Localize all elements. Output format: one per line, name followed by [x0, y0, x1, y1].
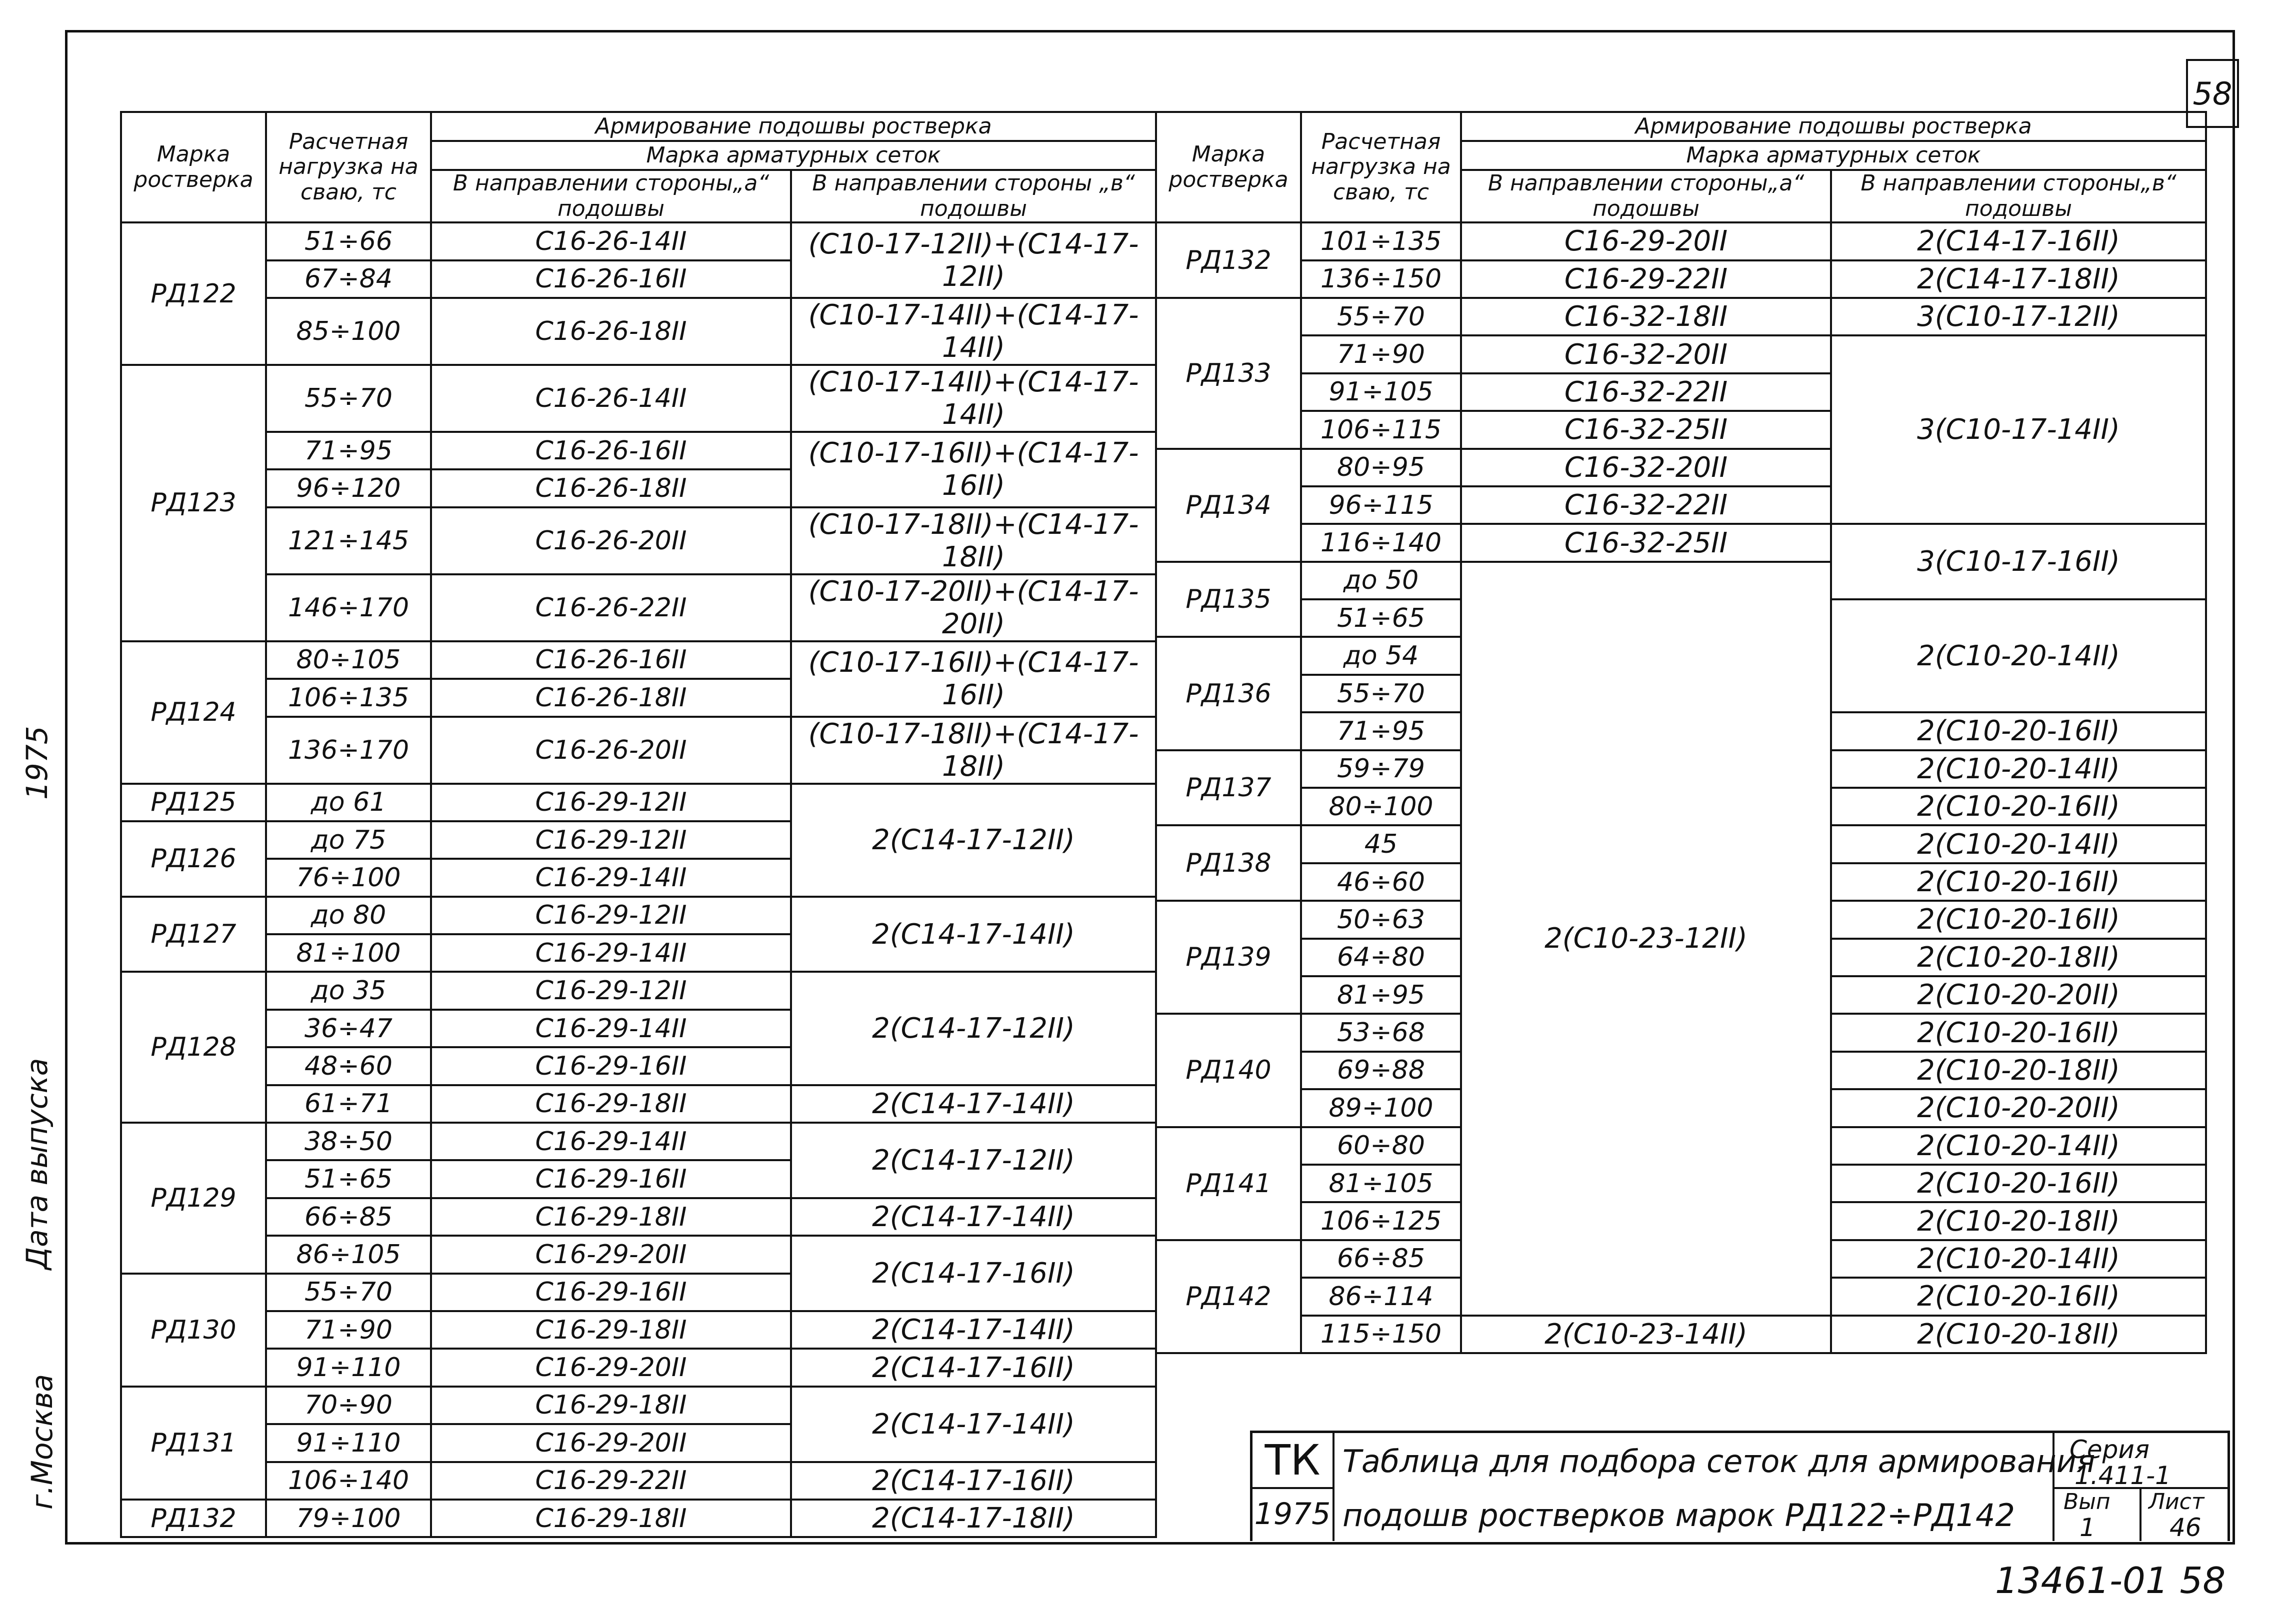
title-block-series [2052, 1433, 2230, 1541]
mesh-a-cell: С16-29-16II [431, 1047, 791, 1085]
title-block [1250, 1431, 2230, 1541]
header-reinforcement: Армирование подошвы ростверка [431, 112, 1156, 141]
mesh-b-cell: 3(С10-17-14II) [1831, 335, 2206, 524]
load-cell: 106÷135 [266, 679, 431, 716]
mesh-b-cell: 2(С14-17-16II) [791, 1349, 1156, 1386]
table-row [121, 432, 1156, 469]
mesh-b-cell: (С10-17-18II)+(С14-17-18II) [791, 507, 1156, 574]
right-mesh-table [1155, 111, 2207, 1354]
org-code: ТК [1252, 1433, 1334, 1489]
table-row [121, 1198, 1156, 1236]
mesh-b-cell: 2(С10-20-20II) [1831, 1089, 2206, 1127]
load-cell: 66÷85 [266, 1198, 431, 1236]
left-margin-notes [10, 650, 70, 1510]
load-cell: 136÷150 [1301, 260, 1461, 298]
mark-cell: РД134 [1156, 449, 1301, 562]
mesh-b-cell: 2(С14-17-16II) [791, 1462, 1156, 1500]
table-row [121, 298, 1156, 365]
mark-cell: РД136 [1156, 637, 1301, 750]
title-year: 1975 [1252, 1487, 1334, 1541]
load-cell: 36÷47 [266, 1010, 431, 1047]
table-row [121, 1236, 1156, 1273]
load-cell: 48÷60 [266, 1047, 431, 1085]
load-cell: 106÷115 [1301, 411, 1461, 448]
release-year: 1975 [20, 726, 54, 800]
header-direction-b: В направлении стороны „в“ подошвы [791, 170, 1156, 222]
load-cell: 86÷105 [266, 1236, 431, 1273]
mesh-a-cell: С16-26-20II [431, 507, 791, 574]
mesh-a-cell: С16-29-20II [431, 1349, 791, 1386]
page-number: 58 [2186, 59, 2239, 128]
table-row [121, 717, 1156, 784]
mesh-b-cell: (С10-17-18II)+(С14-17-18II) [791, 717, 1156, 784]
header-direction-b-right: В направлении стороны„в“ подошвы [1831, 170, 2206, 222]
header-mark: Марка ростверка [121, 112, 266, 222]
mesh-b-cell: (С10-17-20II)+(С14-17-20II) [791, 574, 1156, 641]
table-row [121, 1349, 1156, 1386]
table-row [121, 972, 1156, 1009]
load-cell: 38÷50 [266, 1123, 431, 1160]
mesh-a-cell: С16-29-18II [431, 1198, 791, 1236]
mark-cell: РД129 [121, 1123, 266, 1274]
load-cell: 71÷90 [266, 1311, 431, 1349]
load-cell: 51÷66 [266, 222, 431, 260]
load-cell: до 50 [1301, 562, 1461, 599]
mesh-a-cell: С16-32-22II [1461, 486, 1831, 524]
load-cell: 69÷88 [1301, 1052, 1461, 1089]
load-cell: 46÷60 [1301, 863, 1461, 901]
mesh-a-cell: С16-26-18II [431, 679, 791, 716]
mesh-b-cell: 2(С14-17-18II) [791, 1500, 1156, 1537]
mesh-a-cell: С16-26-22II [431, 574, 791, 641]
table-row [121, 897, 1156, 934]
load-cell: 51÷65 [1301, 599, 1461, 637]
mesh-b-cell: 2(С10-20-16II) [1831, 863, 2206, 901]
mark-cell: РД125 [121, 784, 266, 821]
table-row [121, 365, 1156, 432]
mesh-b-cell: 2(С10-20-14II) [1831, 1240, 2206, 1278]
load-cell: 76÷100 [266, 859, 431, 896]
mesh-b-cell: 2(С14-17-12II) [791, 784, 1156, 897]
location-note: г.Москва [25, 1374, 59, 1510]
load-cell: 71÷95 [266, 432, 431, 469]
mesh-a-cell: С16-29-20II [1461, 222, 1831, 260]
mesh-b-cell: 2(С10-20-16II) [1831, 712, 2206, 750]
load-cell: 55÷70 [266, 1274, 431, 1311]
load-cell: 121÷145 [266, 507, 431, 574]
load-cell: 64÷80 [1301, 939, 1461, 976]
mesh-a-cell: С16-26-16II [431, 260, 791, 298]
load-cell: 55÷70 [1301, 298, 1461, 335]
mesh-a-cell: С16-29-22II [431, 1462, 791, 1500]
load-cell: 80÷105 [266, 641, 431, 679]
mesh-b-cell: (С10-17-16II)+(С14-17-16II) [791, 432, 1156, 507]
mark-cell: РД135 [1156, 562, 1301, 637]
mesh-a-cell: С16-29-14II [431, 1010, 791, 1047]
load-cell: 55÷70 [266, 365, 431, 432]
load-cell: 116÷140 [1301, 524, 1461, 561]
mesh-b-cell: 2(С10-20-14II) [1831, 599, 2206, 712]
issue-value: 1 [2080, 1513, 2096, 1542]
mesh-a-cell: С16-26-18II [431, 298, 791, 365]
mesh-a-cell: С16-32-20II [1461, 335, 1831, 373]
load-cell: 81÷105 [1301, 1165, 1461, 1202]
mesh-a-cell: С16-29-12II [431, 784, 791, 821]
mesh-a-cell: С16-29-14II [431, 934, 791, 972]
mesh-b-cell: 2(С14-17-14II) [791, 1198, 1156, 1236]
mesh-a-cell: С16-26-18II [431, 469, 791, 507]
mark-cell: РД123 [121, 365, 266, 641]
mesh-a-cell: С16-32-25II [1461, 411, 1831, 448]
table-row [1156, 524, 2206, 561]
load-cell: 71÷95 [1301, 712, 1461, 750]
series-value: 1.411-1 [2074, 1461, 2171, 1490]
mesh-b-cell: (С10-17-12II)+(С14-17-12II) [791, 222, 1156, 298]
mesh-a-cell: С16-29-18II [431, 1387, 791, 1424]
mesh-b-cell: 3(С10-17-12II) [1831, 298, 2206, 335]
load-cell: до 80 [266, 897, 431, 934]
mesh-b-cell: 2(С10-20-18II) [1831, 939, 2206, 976]
mesh-b-cell: 2(С10-20-14II) [1831, 750, 2206, 788]
load-cell: 81÷95 [1301, 976, 1461, 1014]
table-row [1156, 335, 2206, 373]
mark-cell: РД141 [1156, 1127, 1301, 1240]
table-row [1156, 298, 2206, 335]
load-cell: 70÷90 [266, 1387, 431, 1424]
table-row [1156, 1316, 2206, 1353]
mesh-a-cell: С16-32-25II [1461, 524, 1831, 561]
header-mark-right: Марка ростверка [1156, 112, 1301, 222]
load-cell: 80÷95 [1301, 449, 1461, 486]
mark-cell: РД130 [121, 1274, 266, 1387]
mesh-b-cell: 2(С10-20-16II) [1831, 1165, 2206, 1202]
mark-cell: РД138 [1156, 825, 1301, 901]
mesh-b-cell: 2(С10-20-20II) [1831, 976, 2206, 1014]
mesh-b-cell: 3(С10-17-16II) [1831, 524, 2206, 599]
header-load-right: Расчетная нагрузка на сваю, тс [1301, 112, 1461, 222]
load-cell: 96÷115 [1301, 486, 1461, 524]
mesh-a-cell: С16-29-14II [431, 859, 791, 896]
load-cell: 67÷84 [266, 260, 431, 298]
table-row [121, 1500, 1156, 1537]
table-row [121, 784, 1156, 821]
mesh-b-cell: (С10-17-14II)+(С14-17-14II) [791, 365, 1156, 432]
mark-cell: РД122 [121, 222, 266, 365]
load-cell: 51÷65 [266, 1160, 431, 1198]
load-cell: 96÷120 [266, 469, 431, 507]
mark-cell: РД127 [121, 897, 266, 972]
header-mesh-mark: Марка арматурных сеток [431, 141, 1156, 170]
load-cell: до 54 [1301, 637, 1461, 674]
left-table-body [121, 222, 1156, 1537]
load-cell: 115÷150 [1301, 1316, 1461, 1353]
mesh-a-cell: С16-29-20II [431, 1236, 791, 1273]
load-cell: 106÷125 [1301, 1202, 1461, 1240]
mark-cell: РД128 [121, 972, 266, 1123]
mesh-b-cell: 2(С10-20-16II) [1831, 901, 2206, 938]
mesh-b-cell: 2(С14-17-12II) [791, 972, 1156, 1085]
load-cell: 80÷100 [1301, 788, 1461, 825]
mesh-b-cell: 2(С14-17-16II) [1831, 222, 2206, 260]
load-cell: 101÷135 [1301, 222, 1461, 260]
mark-cell: РД139 [1156, 901, 1301, 1014]
mesh-a-cell: С16-26-16II [431, 641, 791, 679]
mesh-a-cell: С16-29-12II [431, 972, 791, 1009]
mesh-a-cell: С16-32-18II [1461, 298, 1831, 335]
mesh-a-cell: 2(С10-23-12II) [1461, 562, 1831, 1316]
load-cell: 71÷90 [1301, 335, 1461, 373]
mesh-b-cell: 2(С10-20-16II) [1831, 1014, 2206, 1051]
table-row [121, 574, 1156, 641]
mark-cell: РД133 [1156, 298, 1301, 449]
header-load: Расчетная нагрузка на сваю, тс [266, 112, 431, 222]
issue-label: Вып [2064, 1489, 2110, 1515]
archive-stamp: 13461-01 58 [1995, 1560, 2226, 1602]
left-mesh-table [120, 111, 1157, 1538]
mark-cell: РД142 [1156, 1240, 1301, 1353]
mesh-a-cell: С16-26-14II [431, 222, 791, 260]
mesh-b-cell: 2(С14-17-14II) [791, 1311, 1156, 1349]
mark-cell: РД140 [1156, 1014, 1301, 1127]
mesh-b-cell: (С10-17-16II)+(С14-17-16II) [791, 641, 1156, 717]
mesh-a-cell: С16-29-16II [431, 1160, 791, 1198]
mesh-b-cell: 2(С10-20-18II) [1831, 1202, 2206, 1240]
load-cell: до 35 [266, 972, 431, 1009]
mesh-a-cell: С16-32-20II [1461, 449, 1831, 486]
load-cell: 91÷110 [266, 1349, 431, 1386]
mesh-a-cell: С16-32-22II [1461, 373, 1831, 411]
load-cell: 45 [1301, 825, 1461, 863]
table-row [121, 1311, 1156, 1349]
mesh-a-cell: С16-29-18II [431, 1500, 791, 1537]
sheet-label: Лист [2148, 1489, 2204, 1515]
load-cell: 66÷85 [1301, 1240, 1461, 1278]
mesh-b-cell: (С10-17-14II)+(С14-17-14II) [791, 298, 1156, 365]
mesh-b-cell: 2(С10-20-16II) [1831, 1278, 2206, 1315]
load-cell: 91÷110 [266, 1424, 431, 1462]
mark-cell: РД124 [121, 641, 266, 784]
mesh-b-cell: 2(С14-17-18II) [1831, 260, 2206, 298]
table-row [121, 1085, 1156, 1123]
mesh-a-cell: С16-29-16II [431, 1274, 791, 1311]
mesh-b-cell: 2(С14-17-16II) [791, 1236, 1156, 1311]
right-table-body [1156, 222, 2206, 1353]
sheet-title-line-1: Таблица для подбора сеток для армирования [1342, 1443, 2096, 1480]
mesh-a-cell: С16-26-20II [431, 717, 791, 784]
header-direction-a-right: В направлении стороны„а“ подошвы [1461, 170, 1831, 222]
mark-cell: РД137 [1156, 750, 1301, 826]
header-mesh-mark-right: Марка арматурных сеток [1461, 141, 2206, 170]
table-row [121, 641, 1156, 679]
mark-cell: РД131 [121, 1387, 266, 1500]
mesh-b-cell: 2(С10-20-16II) [1831, 788, 2206, 825]
mark-cell: РД126 [121, 821, 266, 897]
load-cell: 86÷114 [1301, 1278, 1461, 1315]
release-date-label: Дата выпуска [20, 1058, 54, 1270]
load-cell: 50÷63 [1301, 901, 1461, 938]
mesh-a-cell: С16-29-12II [431, 897, 791, 934]
mesh-b-cell: 2(С10-20-14II) [1831, 825, 2206, 863]
load-cell: 59÷79 [1301, 750, 1461, 788]
header-reinforcement-right: Армирование подошвы ростверка [1461, 112, 2206, 141]
load-cell: 85÷100 [266, 298, 431, 365]
table-row [121, 507, 1156, 574]
mesh-b-cell: 2(С10-20-14II) [1831, 1127, 2206, 1165]
mesh-b-cell: 2(С14-17-12II) [791, 1123, 1156, 1198]
divider [2140, 1487, 2142, 1541]
mesh-b-cell: 2(С10-20-18II) [1831, 1052, 2206, 1089]
mesh-b-cell: 2(С10-20-18II) [1831, 1316, 2206, 1353]
load-cell: 53÷68 [1301, 1014, 1461, 1051]
mesh-b-cell: 2(С14-17-14II) [791, 897, 1156, 972]
sheet-value: 46 [2170, 1513, 2202, 1542]
load-cell: 79÷100 [266, 1500, 431, 1537]
mesh-a-cell: С16-29-20II [431, 1424, 791, 1462]
mesh-b-cell: 2(С14-17-14II) [791, 1387, 1156, 1462]
load-cell: 60÷80 [1301, 1127, 1461, 1165]
table-row [1156, 222, 2206, 260]
load-cell: 106÷140 [266, 1462, 431, 1500]
load-cell: 61÷71 [266, 1085, 431, 1123]
mark-cell: РД132 [121, 1500, 266, 1537]
mesh-a-cell: С16-26-16II [431, 432, 791, 469]
load-cell: до 75 [266, 821, 431, 859]
mesh-a-cell: С16-26-14II [431, 365, 791, 432]
table-row [121, 222, 1156, 260]
load-cell: до 61 [266, 784, 431, 821]
mesh-b-cell: 2(С14-17-14II) [791, 1085, 1156, 1123]
load-cell: 146÷170 [266, 574, 431, 641]
load-cell: 136÷170 [266, 717, 431, 784]
load-cell: 91÷105 [1301, 373, 1461, 411]
mark-cell: РД132 [1156, 222, 1301, 298]
table-row [121, 1462, 1156, 1500]
mesh-a-cell: 2(С10-23-14II) [1461, 1316, 1831, 1353]
load-cell: 55÷70 [1301, 675, 1461, 712]
table-row [121, 1123, 1156, 1160]
load-cell: 81÷100 [266, 934, 431, 972]
table-row [1156, 260, 2206, 298]
sheet-title-line-2: подошв ростверков марок РД122÷РД142 [1342, 1497, 2015, 1534]
mesh-a-cell: С16-29-12II [431, 821, 791, 859]
table-row [121, 1387, 1156, 1424]
mesh-a-cell: С16-29-22II [1461, 260, 1831, 298]
mesh-a-cell: С16-29-14II [431, 1123, 791, 1160]
mesh-a-cell: С16-29-18II [431, 1085, 791, 1123]
series-label: Серия [2070, 1435, 2150, 1464]
header-direction-a: В направлении стороны„а“ подошвы [431, 170, 791, 222]
load-cell: 89÷100 [1301, 1089, 1461, 1127]
mesh-a-cell: С16-29-18II [431, 1311, 791, 1349]
